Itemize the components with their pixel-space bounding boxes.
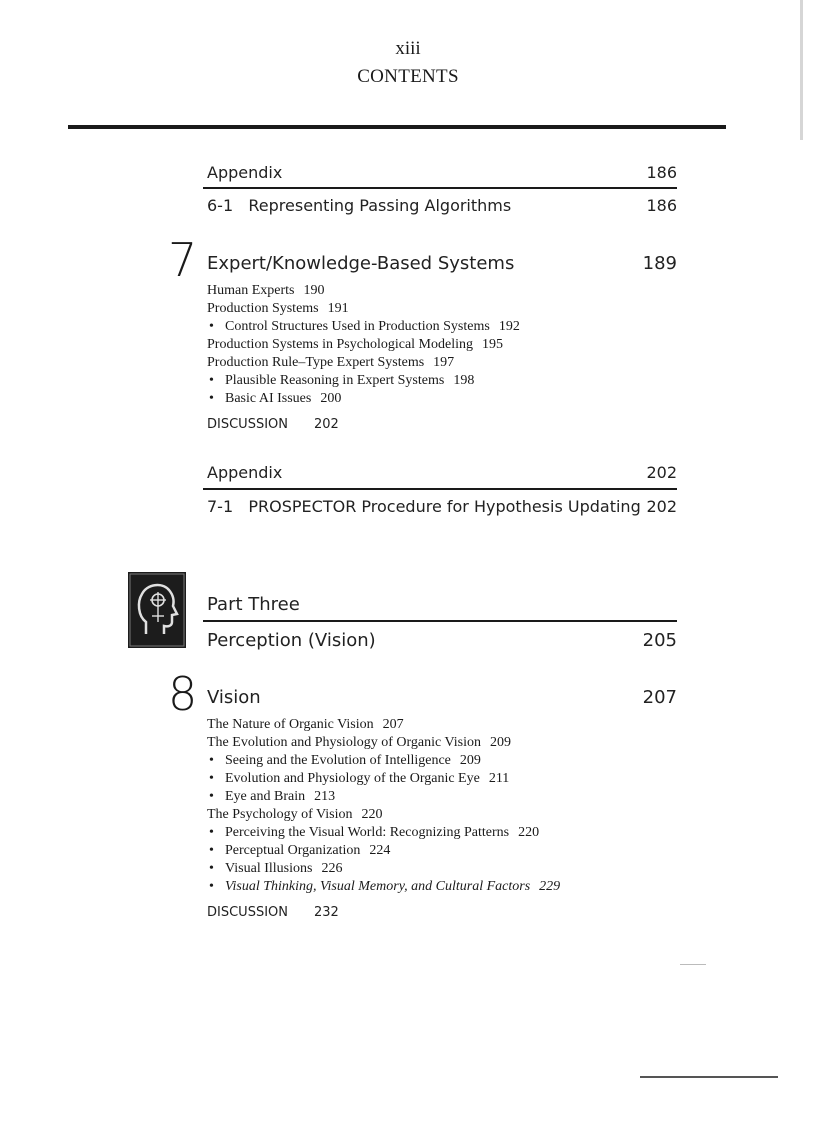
list-item: • Evolution and Physiology of the Organic Eye 211 <box>209 771 510 786</box>
chapter-number: 8 <box>168 667 198 721</box>
list-item: • Perceptual Organization 224 <box>209 843 391 858</box>
list-item: • Visual Thinking, Visual Memory, and Cultural Factors 229 <box>209 879 561 894</box>
list-item: • Perceiving the Visual World: Recognizing Patterns 220 <box>209 825 540 840</box>
bullet-icon: • <box>209 373 214 388</box>
scan-edge <box>800 0 803 140</box>
discussion-line: DISCUSSION 202 <box>207 417 339 432</box>
list-item: The Nature of Organic Vision 207 <box>207 717 404 732</box>
list-item: • Plausible Reasoning in Expert Systems 198 <box>209 373 475 388</box>
appendix-item-page: 186 <box>646 196 677 215</box>
chapter-page: 207 <box>642 687 677 708</box>
appendix-heading: Appendix <box>207 463 283 482</box>
discussion-line: DISCUSSION 232 <box>207 905 339 920</box>
list-item: • Visual Illusions 226 <box>209 861 343 876</box>
footer-rule <box>640 1076 778 1078</box>
appendix-rule <box>203 488 677 490</box>
bullet-icon: • <box>209 843 214 858</box>
bullet-icon: • <box>209 753 214 768</box>
list-item: • Control Structures Used in Production Systems 192 <box>209 319 520 334</box>
page-number: xiii <box>395 38 421 59</box>
appendix-item: 7-1 PROSPECTOR Procedure for Hypothesis Updating <box>207 497 641 516</box>
appendix-heading-page: 202 <box>646 463 677 482</box>
part-label: Part Three <box>207 594 300 615</box>
bullet-icon: • <box>209 391 214 406</box>
chapter-title: Vision <box>207 687 261 708</box>
bullet-icon: • <box>209 319 214 334</box>
chapter8-entries <box>207 716 560 896</box>
list-item: The Evolution and Physiology of Organic Vision 209 <box>207 735 511 750</box>
part-title: Perception (Vision) <box>207 630 376 651</box>
part-page: 205 <box>642 630 677 651</box>
header-rule <box>68 125 726 129</box>
part-rule <box>203 620 677 622</box>
appendix-rule <box>203 187 677 189</box>
list-item: Production Rule–Type Expert Systems 197 <box>207 355 455 370</box>
chapter-number: 7 <box>168 233 198 287</box>
bullet-icon: • <box>209 771 214 786</box>
bullet-icon: • <box>209 825 214 840</box>
list-item: • Eye and Brain 213 <box>209 789 336 804</box>
bullet-icon: • <box>209 861 214 876</box>
chapter-page: 189 <box>642 253 677 274</box>
head-profile-icon <box>128 572 186 648</box>
list-item: Human Experts 190 <box>207 283 325 298</box>
appendix-item: 6-1 Representing Passing Algorithms <box>207 196 512 215</box>
chapter7-entries <box>207 282 520 408</box>
bullet-icon: • <box>209 879 214 894</box>
scan-mark <box>680 964 706 965</box>
appendix-heading-page: 186 <box>646 163 677 182</box>
chapter-title: Expert/Knowledge-Based Systems <box>207 253 515 274</box>
bullet-icon: • <box>209 789 214 804</box>
list-item: Production Systems 191 <box>207 301 349 316</box>
appendix-heading: Appendix <box>207 163 283 182</box>
appendix-item-page: 202 <box>646 497 677 516</box>
list-item: • Basic AI Issues 200 <box>209 391 342 406</box>
list-item: • Seeing and the Evolution of Intelligence 209 <box>209 753 481 768</box>
list-item: Production Systems in Psychological Modeling 195 <box>207 337 503 352</box>
page-title: CONTENTS <box>357 66 459 87</box>
list-item: The Psychology of Vision 220 <box>207 807 383 822</box>
